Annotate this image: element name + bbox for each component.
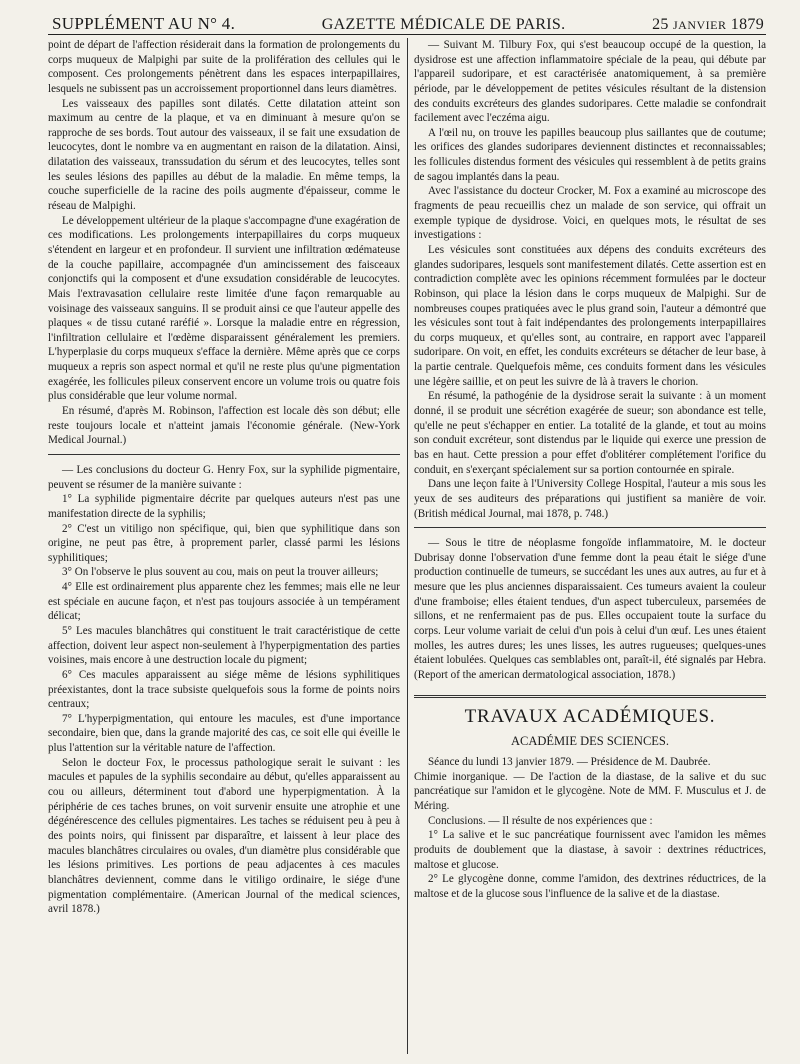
paragraph: — Suivant M. Tilbury Fox, qui s'est beaucoup occupé de la question, la dysidrose est une affection inflammatoire spéciale de la peau, qui débute par l'appareil sudoripare, et est caractérisée anatomiquement, à sa première période, par le développement de petites vésicules résultant de la distension des conduits excréteurs des glandes sudoripares. Cette maladie se confondrait facilement avec l'eczéma aigu.	[414, 39, 766, 125]
issue-date	[652, 16, 764, 34]
paragraph: — Les conclusions du docteur G. Henry Fox, sur la syphilide pigmentaire, peuvent se résumer de la manière suivante :	[48, 463, 400, 491]
section-subtitle: ACADÉMIE DES SCIENCES.	[511, 733, 669, 748]
journal-title: GAZETTE MÉDICALE DE PARIS.	[321, 16, 566, 33]
list-item: 2° C'est un vitiligo non spécifique, qui, bien que syphilitique dans son origine, ne peut pas être, à proprement parler, classé parmi les lésions syphilitiques;	[48, 522, 400, 564]
section-rule	[414, 695, 766, 698]
list-item: 4° Elle est ordinairement plus apparente chez les femmes; mais elle ne leur est spéciale en aucune façon, et n'est pas toujours associée à un tempérament délicat;	[48, 581, 400, 623]
list-item: 5° Les macules blanchâtres qui constituent le trait caractéristique de cette affection, doivent leur aspect non-seulement à l'hyperpigmentation des parties voisines, mais encore à une destruction locale du pigment;	[48, 624, 400, 667]
issue-day: 25	[652, 16, 669, 33]
session-line: Séance du lundi 13 janvier 1879. — Présidence de M. Daubrée.	[428, 756, 711, 769]
issue-month: JANVIER	[672, 18, 727, 32]
paragraph: A l'œil nu, on trouve les papilles beaucoup plus saillantes que de coutume; les orifices des glandes sudoripares deviennent distinctes et reconnaissables; les follicules distendus forment des vésicules qui ressemblent à de petits grains de sagou implantés dans la peau.	[414, 126, 766, 183]
conclusions-intro: Conclusions. — Il résulte de nos expériences que :	[428, 814, 653, 827]
left-column	[48, 38, 400, 1056]
list-item: 1° La syphilide pigmentaire décrite par quelques auteurs n'est pas une manifestation directe de la syphilis;	[48, 493, 400, 520]
paragraph: Avec l'assistance du docteur Crocker, M. Fox a examiné au microscope des fragments de peau recueillis chez un malade de son service, qui offrait un exemple typique de dysidrose. Voici, en quelques mots, le résultat de ses investigations :	[414, 185, 766, 242]
paragraph: Les vésicules sont constituées aux dépens des conduits excréteurs des glandes sudoripares, lesquels sont manifestement dilatés. Cette assertion est en contradiction complète avec les opinions récemment formulées par le docteur Robinson, qui place la lésion dans le corps muqueux de Malpighi. Sur de nombreuses coupes pratiquées avec le plus grand soin, l'auteur a démontré que les vésicules sont tout à fait indépendantes des prolongements interpapillaires du corps muqueux, et qu'elles sont, au contraire, en rapport avec l'appareil sudoripare. On voit, en effet, les conduits excréteurs se détacher de leur base, à la partie centrale. Quelquefois même, ces conduits forment dans les vésicules une légère saillie, et on peut les suivre de là à travers le chorion.	[414, 243, 766, 388]
list-item: 6° Ces macules apparaissent au siége même de lésions syphilitiques préexistantes, dont la trace subsiste quelquefois sous la forme de points noirs centraux;	[48, 668, 400, 711]
list-item: 7° L'hyperpigmentation, qui entoure les macules, est d'une importance secondaire, bien que, dans la grande majorité des cas, ce soit elle qui éveille le plus l'attention sur la véritable nature de l'affection.	[48, 712, 400, 755]
section-title: TRAVAUX ACADÉMIQUES.	[464, 705, 716, 727]
page-header	[52, 8, 764, 34]
column-divider	[407, 38, 408, 1054]
paragraph: Selon le docteur Fox, le processus pathologique serait le suivant : les macules et papules de la syphilis secondaire au début, qu'elles apparaissent au cou ou ailleurs, déterminent tout d'abord une hyperpigmentation. À la périphérie de ces taches brunes, on voit survenir ensuite une atrophie et une dégénérescence des cellules pigmentaires. Les taches se réduisent peu à peu à des points noirs, qui finissent par disparaître, et laissent à leur place des macules blanchâtres circulaires ou ovales, d'un diamètre plus considérable que les lésions primitives. Les portions de peau adjacentes à ces macules blanchâtres deviennent, comme dans le vitiligo ordinaire, le siége d'une pigmentation complémentaire. (American Journal of the medical sciences, avril 1878.)	[48, 756, 400, 916]
note-title: Chimie inorganique. — De l'action de la diastase, de la salive et du suc pancréatique sur l'amidon et le glycogène. Note de MM. F. Musculus et J. de Méring.	[414, 770, 766, 813]
article-separator	[414, 527, 766, 528]
issue-year: 1879	[730, 16, 764, 33]
paragraph: En résumé, la pathogénie de la dysidrose serait la suivante : à un moment donné, il se produit une sécrétion exagérée de sueur; son abondance est telle, qu'elle ne peut s'échapper en entier. La totalité de la glande, et tout au moins son conduit excréteur, sont distendus par le liquide qui exerce une pression de bas en haut. Cette pression a pour effet d'oblitérer complétement l'orifice du conduit, en s'exerçant spécialement sur sa portion contournée en spirale.	[414, 390, 766, 476]
paragraph: — Sous le titre de néoplasme fongoïde inflammatoire, M. le docteur Dubrisay donne l'observation d'une femme dont la peau était le siége d'une production continuelle de tumeurs, se succédant les unes aux autres, au fur et à mesure que les plus anciennes disparaissaient. Ces tumeurs avaient la couleur d'une framboise; elles étaient tendues, d'un aspect tuberculeux, parsemées de sillons, et ne renfermaient pas de pus. Elles occupaient toute la surface du corps. Leur volume variait de celui d'un pois à celui d'un œuf. Les unes étaient molles, les autres dures; les unes lisses, les autres rugueuses; quelques-unes étaient lobulées. Quelques cas semblables ont, paraît-il, été signalés par Hebra. (Report of the american dermatological association, 1878.)	[414, 537, 766, 681]
paragraph: En résumé, d'après M. Robinson, l'affection est locale dès son début; elle reste toujours locale et n'atteint jamais l'économie générale. (New-York Medical Journal.)	[48, 405, 400, 447]
paragraph: Le développement ultérieur de la plaque s'accompagne d'une exagération de ces modifications. Les prolongements interpapillaires du corps muqueux s'étendent en largeur et en profondeur. Il survient une infiltration œdémateuse de la couche papillaire, accompagnée d'un amincissement des faisceaux conjonctifs qui la composent et d'une exsudation considérable de leucocytes. Mais l'extravasation cellulaire reste limitée d'une façon remarquable au voisinage des vaisseaux sanguins. Il se produit ainsi ce que l'auteur appelle des plaques « de tissu cutané raréfié ». Lorsque la maladie entre en régression, l'infiltration cellulaire et l'œdème disparaissent généralement les premiers. L'hyperplasie du corps muqueux s'efface la dernière. Même après que ce corps muqueux a repris son aspect normal et qu'il ne reste plus qu'une pigmentation exagérée, les follicules pileux conservent encore un volume trois ou quatre fois plus considérable que leur volume normal.	[48, 214, 400, 403]
supplement-label: SUPPLÉMENT AU N° 4.	[52, 14, 236, 33]
paragraph: point de départ de l'affection résiderait dans la formation de prolongements du corps muqueux de Malpighi par suite de la prolifération des cellules qui le composent. Ces prolongements pénètrent dans les espaces interpapillaires, lesquels ne subissent pas un accroissement proportionnel dans leurs diamètres.	[48, 39, 400, 95]
list-item: 2° Le glycogène donne, comme l'amidon, des dextrines réductrices, de la maltose et de la glucose sous l'influence de la salive et de la diastase.	[414, 873, 766, 900]
paragraph: Dans une leçon faite à l'University College Hospital, l'auteur a mis sous les yeux de ses auditeurs des préparations qui justifient sa manière de voir. (British médical Journal, mai 1878, p. 748.)	[414, 478, 766, 520]
list-item: 3° On l'observe le plus souvent au cou, mais on peut la trouver ailleurs;	[62, 566, 379, 579]
paragraph: Les vaisseaux des papilles sont dilatés. Cette dilatation atteint son maximum au centre de la plaque, et va en diminuant à mesure qu'on se rapproche de ses bords. Tout autour des vaisseaux, il se fait une exsudation de leucocytes, dont le nombre va en augmentant en raison de la dilatation. Ainsi, dilatation des vaisseaux, transsudation du sérum et des leucocytes, telles sont les seules lésions des papilles au début de la maladie. En même temps, la couche superficielle de la racine des poils augmente d'épaisseur, comme le réseau de Malpighi.	[48, 97, 400, 213]
article-separator	[48, 454, 400, 455]
list-item: 1° La salive et le suc pancréatique fournissent avec l'amidon les mêmes produits de doublement que la diastase, à savoir : dextrines réductrices, maltose et glucose.	[414, 829, 766, 871]
header-rule	[48, 34, 766, 35]
right-column	[414, 38, 766, 1056]
